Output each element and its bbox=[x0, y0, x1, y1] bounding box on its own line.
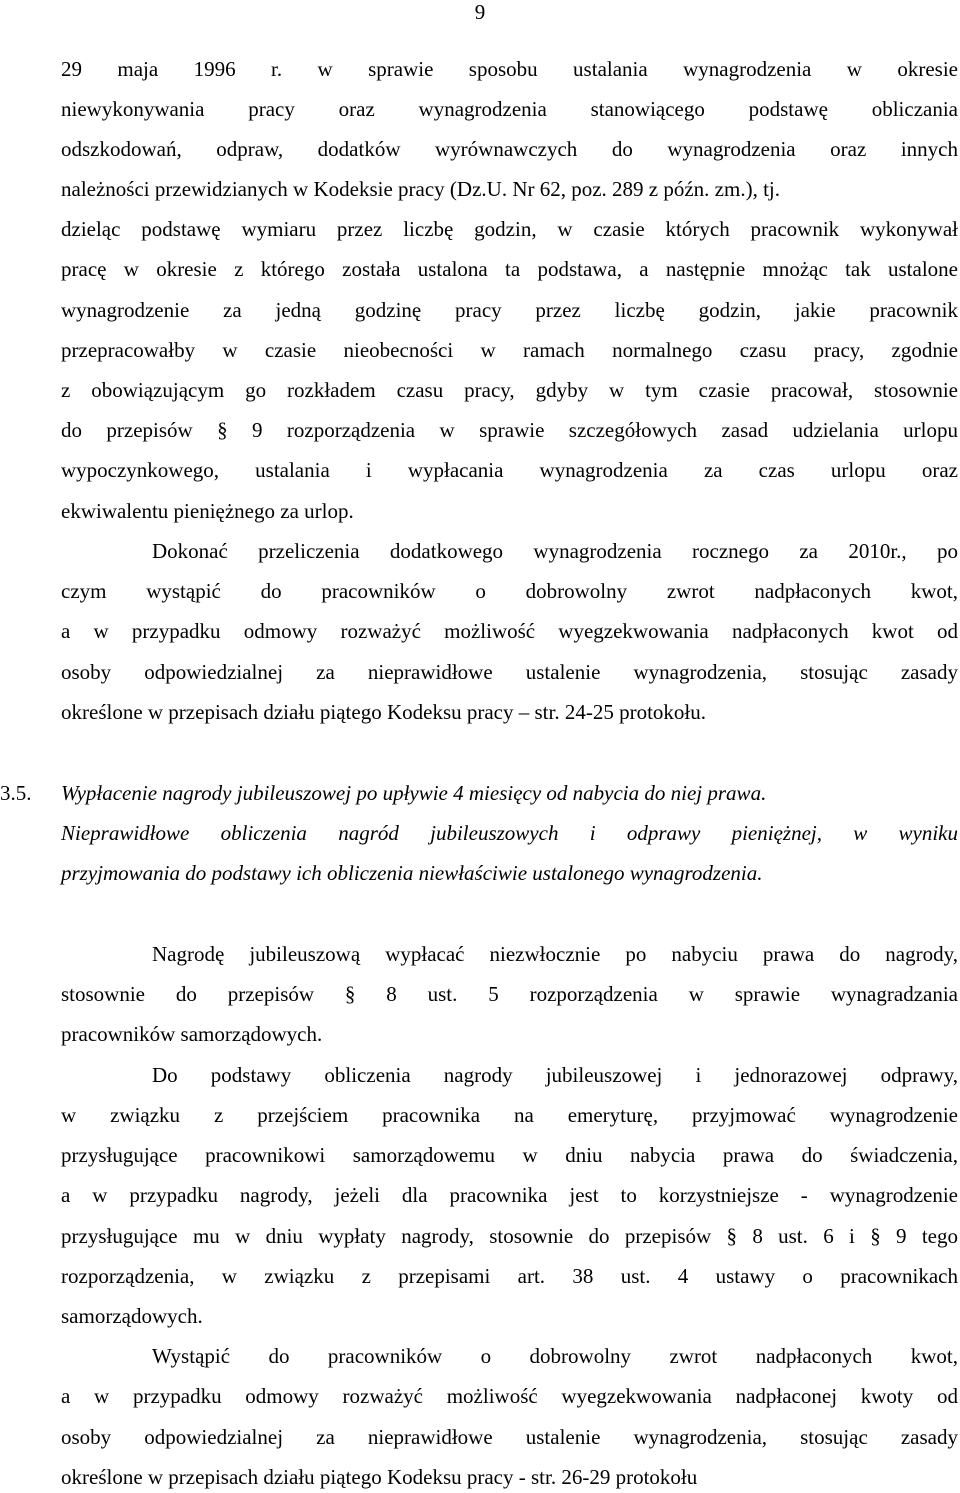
paragraph-line: ekwiwalentu pieniężnego za urlop. bbox=[61, 499, 354, 523]
paragraph-line: określone w przepisach działu piątego Kodeksu pracy - str. 26-29 protokołu bbox=[61, 1465, 698, 1489]
paragraph-line: określone w przepisach działu piątego Kodeksu pracy – str. 24-25 protokołu. bbox=[61, 700, 707, 724]
paragraph-line: odszkodowań, odpraw, dodatków wyrównawczych do wynagrodzenia oraz innych bbox=[61, 137, 958, 161]
section-heading-line: przyjmowania do podstawy ich obliczenia niewłaściwie ustalonego wynagrodzenia. bbox=[61, 861, 763, 885]
paragraph-line: Do podstawy obliczenia nagrody jubileuszowej i jednorazowej odprawy, bbox=[152, 1063, 958, 1087]
paragraph-line: niewykonywania pracy oraz wynagrodzenia stanowiącego podstawę obliczania bbox=[61, 97, 958, 121]
section-number: 3.5. bbox=[0, 781, 32, 805]
paragraph-line: osoby odpowiedzialnej za nieprawidłowe ustalenie wynagrodzenia, stosując zasady bbox=[61, 660, 958, 684]
paragraph-line: stosownie do przepisów § 8 ust. 5 rozporządzenia w sprawie wynagradzania bbox=[61, 982, 958, 1006]
paragraph-line: wypoczynkowego, ustalania i wypłacania wynagrodzenia za czas urlopu oraz bbox=[61, 458, 958, 482]
paragraph-line: Dokonać przeliczenia dodatkowego wynagrodzenia rocznego za 2010r., po bbox=[152, 539, 958, 563]
paragraph-line: a w przypadku odmowy rozważyć możliwość wyegzekwowania nadpłaconych kwot od bbox=[61, 619, 958, 643]
paragraph-line: a w przypadku nagrody, jeżeli dla pracownika jest to korzystniejsze - wynagrodzenie bbox=[61, 1183, 958, 1207]
section-heading-line: Wypłacenie nagrody jubileuszowej po upływie 4 miesięcy od nabycia do niej prawa. bbox=[61, 781, 767, 805]
paragraph-line: 29 maja 1996 r. w sprawie sposobu ustalania wynagrodzenia w okresie bbox=[61, 57, 958, 81]
paragraph-line: rozporządzenia, w związku z przepisami art. 38 ust. 4 ustawy o pracownikach bbox=[61, 1264, 958, 1288]
page-number: 9 bbox=[474, 0, 486, 24]
paragraph-line: osoby odpowiedzialnej za nieprawidłowe ustalenie wynagrodzenia, stosując zasady bbox=[61, 1425, 958, 1449]
paragraph-line: a w przypadku odmowy rozważyć możliwość wyegzekwowania nadpłaconej kwoty od bbox=[61, 1384, 958, 1408]
paragraph-line: do przepisów § 9 rozporządzenia w sprawie szczegółowych zasad udzielania urlopu bbox=[61, 418, 958, 442]
paragraph-line: pracowników samorządowych. bbox=[61, 1022, 323, 1046]
paragraph-line: w związku z przejściem pracownika na emeryturę, przyjmować wynagrodzenie bbox=[61, 1103, 958, 1127]
section-heading-line: Nieprawidłowe obliczenia nagród jubileuszowych i odprawy pieniężnej, w wyniku bbox=[61, 821, 958, 845]
paragraph-line: dzieląc podstawę wymiaru przez liczbę godzin, w czasie których pracownik wykonywał bbox=[61, 217, 958, 241]
paragraph-line: samorządowych. bbox=[61, 1304, 203, 1328]
paragraph-line: przepracowałby w czasie nieobecności w ramach normalnego czasu pracy, zgodnie bbox=[61, 338, 958, 362]
paragraph-line: z obowiązującym go rozkładem czasu pracy, gdyby w tym czasie pracował, stosownie bbox=[61, 378, 958, 402]
paragraph-line: Nagrodę jubileuszową wypłacać niezwłocznie po nabyciu prawa do nagrody, bbox=[152, 942, 958, 966]
paragraph-line: Wystąpić do pracowników o dobrowolny zwrot nadpłaconych kwot, bbox=[152, 1344, 958, 1368]
paragraph-line: przysługujące pracownikowi samorządowemu w dniu nabycia prawa do świadczenia, bbox=[61, 1143, 958, 1167]
paragraph-line: przysługujące mu w dniu wypłaty nagrody, stosownie do przepisów § 8 ust. 6 i § 9 tego bbox=[61, 1224, 958, 1248]
paragraph-line: wynagrodzenie za jedną godzinę pracy przez liczbę godzin, jakie pracownik bbox=[61, 298, 958, 322]
paragraph-line: pracę w okresie z którego została ustalona ta podstawa, a następnie mnożąc tak ustalone bbox=[61, 257, 958, 281]
paragraph-line: należności przewidzianych w Kodeksie pracy (Dz.U. Nr 62, poz. 289 z późn. zm.), tj. bbox=[61, 177, 781, 201]
paragraph-line: czym wystąpić do pracowników o dobrowolny zwrot nadpłaconych kwot, bbox=[61, 579, 958, 603]
